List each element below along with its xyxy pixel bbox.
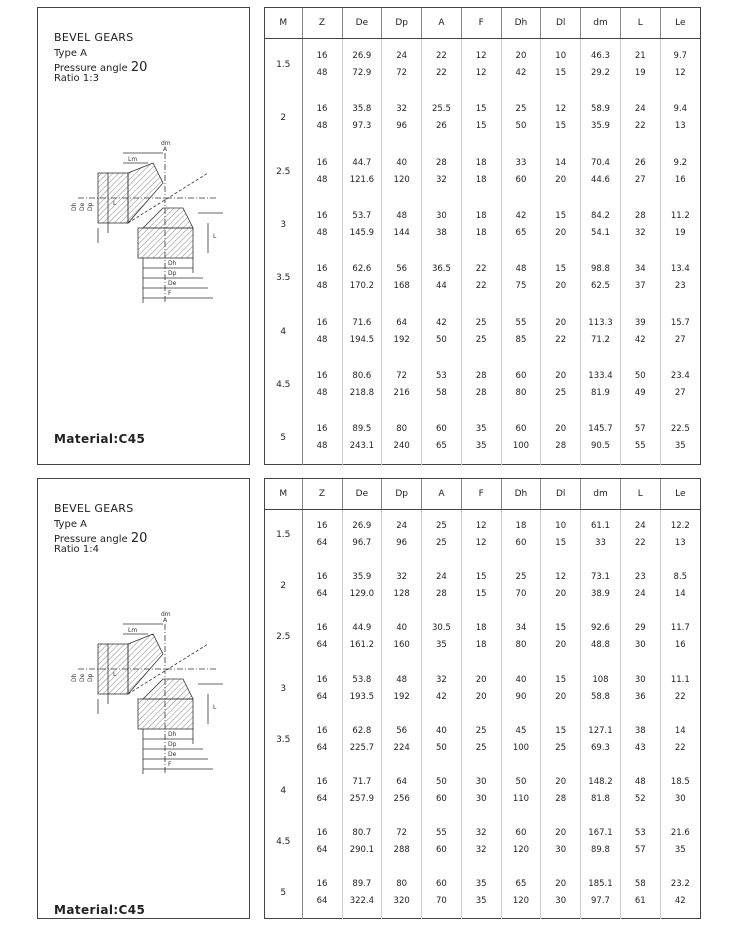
value-cell: 11.7 16 [670, 623, 690, 651]
value-cell: 16 48 [302, 358, 342, 411]
value-cell: 40 160 [382, 612, 422, 663]
column-header: A [422, 479, 462, 510]
value-cell: 32 42 [422, 663, 462, 714]
svg-text:Dp: Dp [87, 673, 94, 682]
column-header: De [342, 8, 382, 39]
value-cell: 29 30 [620, 612, 660, 663]
svg-text:F: F [168, 290, 172, 297]
value-cell: 42 65 [501, 198, 541, 251]
value-cell: 30 36 [620, 663, 660, 714]
value-cell: 53.7 145.9 [342, 198, 382, 251]
module-cell: 4.5 [265, 358, 302, 411]
value-cell: 16 64 [302, 663, 342, 714]
value-cell: 16 64 [302, 510, 342, 561]
value-cell: 48 75 [501, 252, 541, 305]
value-cell: 26.9 96.7 [342, 510, 382, 561]
value-cell: 23.4 27 [670, 370, 690, 398]
value-cell: 18 60 [501, 510, 541, 561]
value-cell: 48 52 [620, 765, 660, 816]
svg-text:De: De [168, 751, 177, 758]
value-cell: 8.5 14 [673, 572, 688, 600]
value-cell: 16 64 [302, 868, 342, 919]
gear-ratio: Ratio 1:3 [54, 73, 99, 84]
value-cell: 62.8 225.7 [342, 714, 382, 765]
module-cell: 4.5 [265, 817, 302, 868]
module-cell: 4 [265, 765, 302, 816]
value-cell: 23.2 42 [670, 879, 690, 907]
svg-text:Dp: Dp [168, 270, 177, 277]
value-cell: 16 48 [302, 92, 342, 145]
value-cell: 35 35 [461, 868, 501, 919]
value-cell: 28 28 [461, 358, 501, 411]
value-cell: 13.4 23 [670, 264, 690, 292]
value-cell: 80.6 218.8 [342, 358, 382, 411]
value-cell: 53.8 193.5 [342, 663, 382, 714]
value-cell: 40 120 [382, 145, 422, 198]
table-row [265, 252, 700, 305]
value-cell: 40 90 [501, 663, 541, 714]
material-label: Material:C45 [54, 432, 146, 446]
value-cell: 22 22 [461, 252, 501, 305]
column-header: Dh [501, 8, 541, 39]
value-cell: 80 320 [382, 868, 422, 919]
value-cell: 113.3 71.2 [581, 305, 621, 358]
value-cell: 32 32 [461, 817, 501, 868]
value-cell: 60 80 [501, 358, 541, 411]
value-cell: 12 15 [541, 92, 581, 145]
value-cell: 24 22 [620, 92, 660, 145]
module-cell: 3.5 [265, 252, 302, 305]
value-cell: 73.1 38.9 [581, 561, 621, 612]
value-cell: 30.5 35 [422, 612, 462, 663]
value-cell: 44.7 121.6 [342, 145, 382, 198]
value-cell: 23 24 [620, 561, 660, 612]
value-cell: 22 22 [422, 39, 462, 92]
svg-text:L: L [113, 671, 117, 678]
value-cell: 10 15 [541, 39, 581, 92]
value-cell: 16 64 [302, 561, 342, 612]
value-cell: 56 168 [382, 252, 422, 305]
value-cell: 15 15 [461, 561, 501, 612]
value-cell: 16 64 [302, 714, 342, 765]
value-cell: 80 240 [382, 412, 422, 465]
value-cell: 38 43 [620, 714, 660, 765]
value-cell: 26.9 72.9 [342, 39, 382, 92]
value-cell: 28 32 [620, 198, 660, 251]
value-cell: 89.5 243.1 [342, 412, 382, 465]
bevel-gear-diagram [68, 133, 238, 313]
table-row [265, 817, 700, 868]
value-cell: 60 65 [422, 412, 462, 465]
value-cell: 44.9 161.2 [342, 612, 382, 663]
value-cell: 32 128 [382, 561, 422, 612]
value-cell: 24 28 [422, 561, 462, 612]
value-cell: 34 80 [501, 612, 541, 663]
section-title: BEVEL GEARS [54, 502, 134, 515]
value-cell: 20 30 [541, 868, 581, 919]
value-cell: 72 288 [382, 817, 422, 868]
value-cell: 15.7 27 [670, 317, 690, 345]
column-header: Dl [541, 8, 581, 39]
value-cell: 12.2 13 [670, 521, 690, 549]
value-cell: 21 19 [620, 39, 660, 92]
value-cell: 127.1 69.3 [581, 714, 621, 765]
material-label: Material:C45 [54, 903, 146, 917]
svg-text:Dh: Dh [71, 673, 78, 682]
value-cell: 20 28 [541, 412, 581, 465]
column-header: M [265, 479, 302, 510]
value-cell: 72 216 [382, 358, 422, 411]
module-cell: 2.5 [265, 612, 302, 663]
module-cell: 4 [265, 305, 302, 358]
value-cell: 16 48 [302, 412, 342, 465]
column-header: Dp [382, 479, 422, 510]
value-cell: 9.7 12 [673, 51, 688, 79]
value-cell: 145.7 90.5 [581, 412, 621, 465]
value-cell: 58 61 [620, 868, 660, 919]
svg-text:Lm: Lm [128, 627, 138, 634]
value-cell: 92.6 48.8 [581, 612, 621, 663]
value-cell: 12 12 [461, 510, 501, 561]
value-cell: 9.4 13 [673, 104, 688, 132]
value-cell: 25.5 26 [422, 92, 462, 145]
value-cell: 16 48 [302, 198, 342, 251]
value-cell: 20 30 [541, 817, 581, 868]
column-header: Z [302, 479, 342, 510]
value-cell: 58.9 35.9 [581, 92, 621, 145]
value-cell: 70.4 44.6 [581, 145, 621, 198]
svg-text:L: L [213, 704, 217, 711]
value-cell: 71.7 257.9 [342, 765, 382, 816]
column-header: dm [581, 8, 621, 39]
table-row [265, 39, 700, 92]
module-cell: 3.5 [265, 714, 302, 765]
table-row [265, 412, 700, 465]
value-cell: 39 42 [620, 305, 660, 358]
value-cell: 14 20 [541, 145, 581, 198]
svg-text:De: De [79, 202, 86, 211]
column-header: Z [302, 8, 342, 39]
table-row [265, 92, 700, 145]
value-cell: 25 25 [461, 714, 501, 765]
value-cell: 25 25 [461, 305, 501, 358]
value-cell: 9.2 16 [673, 157, 688, 185]
svg-text:F: F [168, 761, 172, 768]
value-cell: 60 100 [501, 412, 541, 465]
value-cell: 48 144 [382, 198, 422, 251]
column-header: F [461, 8, 501, 39]
value-cell: 16 48 [302, 252, 342, 305]
value-cell: 24 96 [382, 510, 422, 561]
module-cell: 1.5 [265, 510, 302, 561]
value-cell: 20 20 [461, 663, 501, 714]
value-cell: 71.6 194.5 [342, 305, 382, 358]
svg-text:Dh: Dh [168, 731, 177, 738]
module-cell: 2 [265, 92, 302, 145]
module-cell: 3 [265, 198, 302, 251]
value-cell: 11.1 22 [670, 674, 690, 702]
value-cell: 20 22 [541, 305, 581, 358]
value-cell: 46.3 29.2 [581, 39, 621, 92]
value-cell: 50 49 [620, 358, 660, 411]
column-header: Dp [382, 8, 422, 39]
value-cell: 60 70 [422, 868, 462, 919]
value-cell: 35.8 97.3 [342, 92, 382, 145]
value-cell: 30 38 [422, 198, 462, 251]
gear-spec-table [264, 478, 701, 919]
value-cell: 18 18 [461, 198, 501, 251]
column-header: De [342, 479, 382, 510]
column-header: dm [581, 479, 621, 510]
value-cell: 61.1 33 [581, 510, 621, 561]
value-cell: 24 72 [382, 39, 422, 92]
value-cell: 60 120 [501, 817, 541, 868]
value-cell: 34 37 [620, 252, 660, 305]
gear-ratio: Ratio 1:4 [54, 544, 99, 555]
value-cell: 18 18 [461, 612, 501, 663]
value-cell: 26 27 [620, 145, 660, 198]
value-cell: 148.2 81.8 [581, 765, 621, 816]
value-cell: 36.5 44 [422, 252, 462, 305]
pressure-angle: Pressure angle 20 [54, 60, 148, 75]
value-cell: 53 58 [422, 358, 462, 411]
bevel-gear-diagram [68, 604, 238, 784]
table-row [265, 765, 700, 816]
svg-text:Dp: Dp [168, 741, 177, 748]
section-title: BEVEL GEARS [54, 31, 134, 44]
svg-text:Dh: Dh [168, 260, 177, 267]
gear-spec-table [264, 7, 701, 465]
value-cell: 16 64 [302, 765, 342, 816]
value-cell: 24 22 [620, 510, 660, 561]
value-cell: 28 32 [422, 145, 462, 198]
value-cell: 133.4 81.9 [581, 358, 621, 411]
table-row [265, 145, 700, 198]
column-header: A [422, 8, 462, 39]
table-row [265, 510, 700, 561]
value-cell: 30 30 [461, 765, 501, 816]
module-cell: 3 [265, 663, 302, 714]
column-header: L [620, 479, 660, 510]
value-cell: 10 15 [541, 510, 581, 561]
svg-text:A: A [163, 146, 168, 153]
column-header: Le [660, 8, 700, 39]
value-cell: 64 192 [382, 305, 422, 358]
value-cell: 98.8 62.5 [581, 252, 621, 305]
table-row [265, 714, 700, 765]
value-cell: 25 25 [422, 510, 462, 561]
value-cell: 15 20 [541, 663, 581, 714]
value-cell: 16 64 [302, 612, 342, 663]
column-header: Dh [501, 479, 541, 510]
pressure-angle: Pressure angle 20 [54, 531, 148, 546]
value-cell: 62.6 170.2 [342, 252, 382, 305]
svg-text:L: L [113, 200, 117, 207]
svg-text:dm: dm [161, 140, 171, 147]
value-cell: 16 48 [302, 39, 342, 92]
table-row [265, 358, 700, 411]
value-cell: 84.2 54.1 [581, 198, 621, 251]
value-cell: 80.7 290.1 [342, 817, 382, 868]
value-cell: 15 25 [541, 714, 581, 765]
value-cell: 25 50 [501, 92, 541, 145]
value-cell: 56 224 [382, 714, 422, 765]
column-header: F [461, 479, 501, 510]
column-header: M [265, 8, 302, 39]
column-header: Dl [541, 479, 581, 510]
svg-text:De: De [79, 673, 86, 682]
value-cell: 22.5 35 [670, 424, 690, 452]
column-header: L [620, 8, 660, 39]
value-cell: 108 58.8 [581, 663, 621, 714]
table-row [265, 561, 700, 612]
value-cell: 45 100 [501, 714, 541, 765]
value-cell: 15 15 [461, 92, 501, 145]
value-cell: 40 50 [422, 714, 462, 765]
value-cell: 50 60 [422, 765, 462, 816]
module-cell: 2.5 [265, 145, 302, 198]
module-cell: 5 [265, 868, 302, 919]
svg-text:A: A [163, 617, 168, 624]
value-cell: 50 110 [501, 765, 541, 816]
value-cell: 20 28 [541, 765, 581, 816]
value-cell: 20 25 [541, 358, 581, 411]
table-row [265, 612, 700, 663]
value-cell: 15 20 [541, 612, 581, 663]
value-cell: 167.1 89.8 [581, 817, 621, 868]
table-row [265, 305, 700, 358]
value-cell: 18 18 [461, 145, 501, 198]
module-cell: 1.5 [265, 39, 302, 92]
value-cell: 65 120 [501, 868, 541, 919]
svg-text:Dp: Dp [87, 202, 94, 211]
table-row [265, 663, 700, 714]
value-cell: 21.6 35 [670, 828, 690, 856]
svg-text:De: De [168, 280, 177, 287]
value-cell: 35.9 129.0 [342, 561, 382, 612]
value-cell: 16 48 [302, 305, 342, 358]
value-cell: 185.1 97.7 [581, 868, 621, 919]
value-cell: 55 60 [422, 817, 462, 868]
module-cell: 2 [265, 561, 302, 612]
value-cell: 57 55 [620, 412, 660, 465]
value-cell: 18.5 30 [670, 777, 690, 805]
gear-type: Type A [54, 519, 87, 530]
gear-type: Type A [54, 48, 87, 59]
value-cell: 33 60 [501, 145, 541, 198]
svg-text:Lm: Lm [128, 156, 138, 163]
column-header: Le [660, 479, 700, 510]
table-row [265, 868, 700, 919]
svg-text:Dh: Dh [71, 202, 78, 211]
gear-info-panel [37, 478, 250, 919]
value-cell: 35 35 [461, 412, 501, 465]
value-cell: 48 192 [382, 663, 422, 714]
gear-info-panel [37, 7, 250, 465]
value-cell: 25 70 [501, 561, 541, 612]
value-cell: 32 96 [382, 92, 422, 145]
svg-text:dm: dm [161, 611, 171, 618]
value-cell: 15 20 [541, 252, 581, 305]
value-cell: 64 256 [382, 765, 422, 816]
svg-text:L: L [213, 233, 217, 240]
module-cell: 5 [265, 412, 302, 465]
table-row [265, 198, 700, 251]
value-cell: 89.7 322.4 [342, 868, 382, 919]
value-cell: 55 85 [501, 305, 541, 358]
value-cell: 15 20 [541, 198, 581, 251]
value-cell: 12 12 [461, 39, 501, 92]
value-cell: 16 64 [302, 817, 342, 868]
value-cell: 53 57 [620, 817, 660, 868]
value-cell: 14 22 [674, 725, 686, 753]
value-cell: 20 42 [501, 39, 541, 92]
value-cell: 11.2 19 [670, 211, 690, 239]
value-cell: 42 50 [422, 305, 462, 358]
value-cell: 16 48 [302, 145, 342, 198]
value-cell: 12 20 [541, 561, 581, 612]
